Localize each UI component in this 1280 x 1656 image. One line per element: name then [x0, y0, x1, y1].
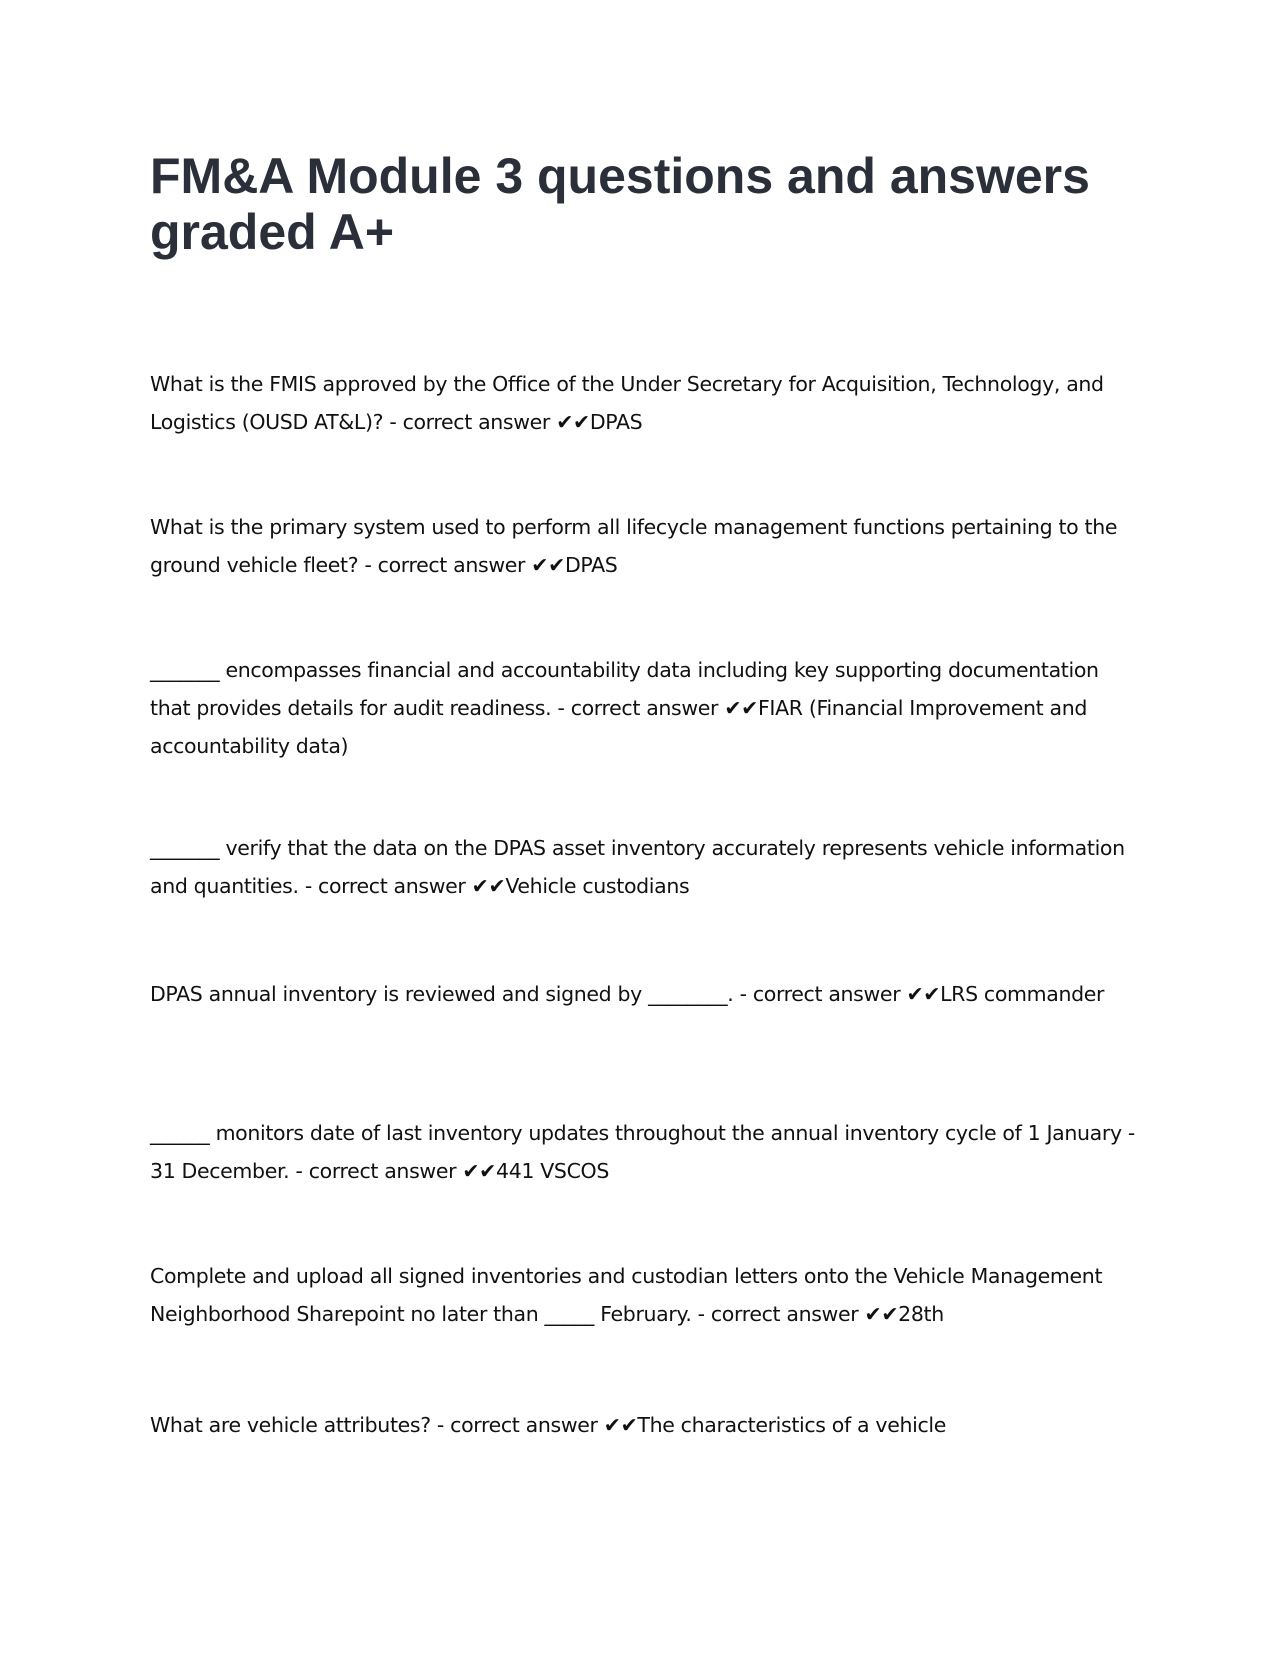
question-text: What are vehicle attributes? — [150, 1413, 431, 1437]
answer-text: DPAS — [564, 553, 618, 577]
checkmark-icon: ✔✔ — [531, 553, 565, 577]
answer-separator: - correct answer — [298, 874, 472, 898]
qa-item — [150, 1114, 1140, 1190]
question-text: Complete and upload all signed inventories and custodian letters onto the Vehicle Management Neighborhood Sharepoint no later than _____ February. — [150, 1264, 1103, 1326]
answer-text: Vehicle custodians — [505, 874, 690, 898]
answer-text: LRS commander — [940, 982, 1105, 1006]
checkmark-icon: ✔✔ — [462, 1159, 496, 1183]
checkmark-icon: ✔✔ — [724, 696, 758, 720]
answer-text: 441 VSCOS — [496, 1159, 609, 1183]
checkmark-icon: ✔✔ — [556, 410, 590, 434]
checkmark-icon: ✔✔ — [471, 874, 506, 898]
answer-separator: - correct answer — [430, 1413, 604, 1437]
question-text: ______ monitors date of last inventory updates throughout the annual inventory cycle of 1 January - 31 December. — [150, 1121, 1135, 1183]
answer-separator: - correct answer — [289, 1159, 463, 1183]
qa-item — [150, 1406, 1140, 1444]
qa-item — [150, 829, 1140, 905]
document-title: FM&A Module 3 questions and answers graded A+ — [150, 148, 1090, 260]
question-text: _______ encompasses financial and accountability data including key supporting documentation that provides details for audit readiness. — [150, 658, 1099, 720]
answer-separator: - correct answer — [551, 696, 725, 720]
question-text: DPAS annual inventory is reviewed and signed by ________. — [150, 982, 734, 1006]
qa-item — [150, 365, 1140, 441]
answer-separator: - correct answer — [358, 553, 532, 577]
qa-item — [150, 1257, 1140, 1333]
answer-separator: - correct answer — [733, 982, 907, 1006]
question-text: What is the FMIS approved by the Office of the Under Secretary for Acquisition, Technology, and Logistics (OUSD AT&L)? — [150, 372, 1104, 434]
answer-text: 28th — [898, 1302, 944, 1326]
qa-item — [150, 651, 1140, 765]
checkmark-icon: ✔✔ — [906, 982, 941, 1006]
answer-separator: - correct answer — [691, 1302, 865, 1326]
checkmark-icon: ✔✔ — [603, 1413, 638, 1437]
answer-text: The characteristics of a vehicle — [637, 1413, 946, 1437]
answer-text: DPAS — [589, 410, 643, 434]
qa-item — [150, 508, 1140, 584]
qa-item — [150, 975, 1140, 1013]
checkmark-icon: ✔✔ — [864, 1302, 899, 1326]
answer-separator: - correct answer — [383, 410, 557, 434]
question-text: _______ verify that the data on the DPAS asset inventory accurately represents vehicle information and quantities. — [150, 836, 1125, 898]
answer-text: FIAR (Financial Improvement and accountability data) — [150, 696, 1088, 758]
question-text: What is the primary system used to perform all lifecycle management functions pertaining to the ground vehicle fleet? — [150, 515, 1118, 577]
